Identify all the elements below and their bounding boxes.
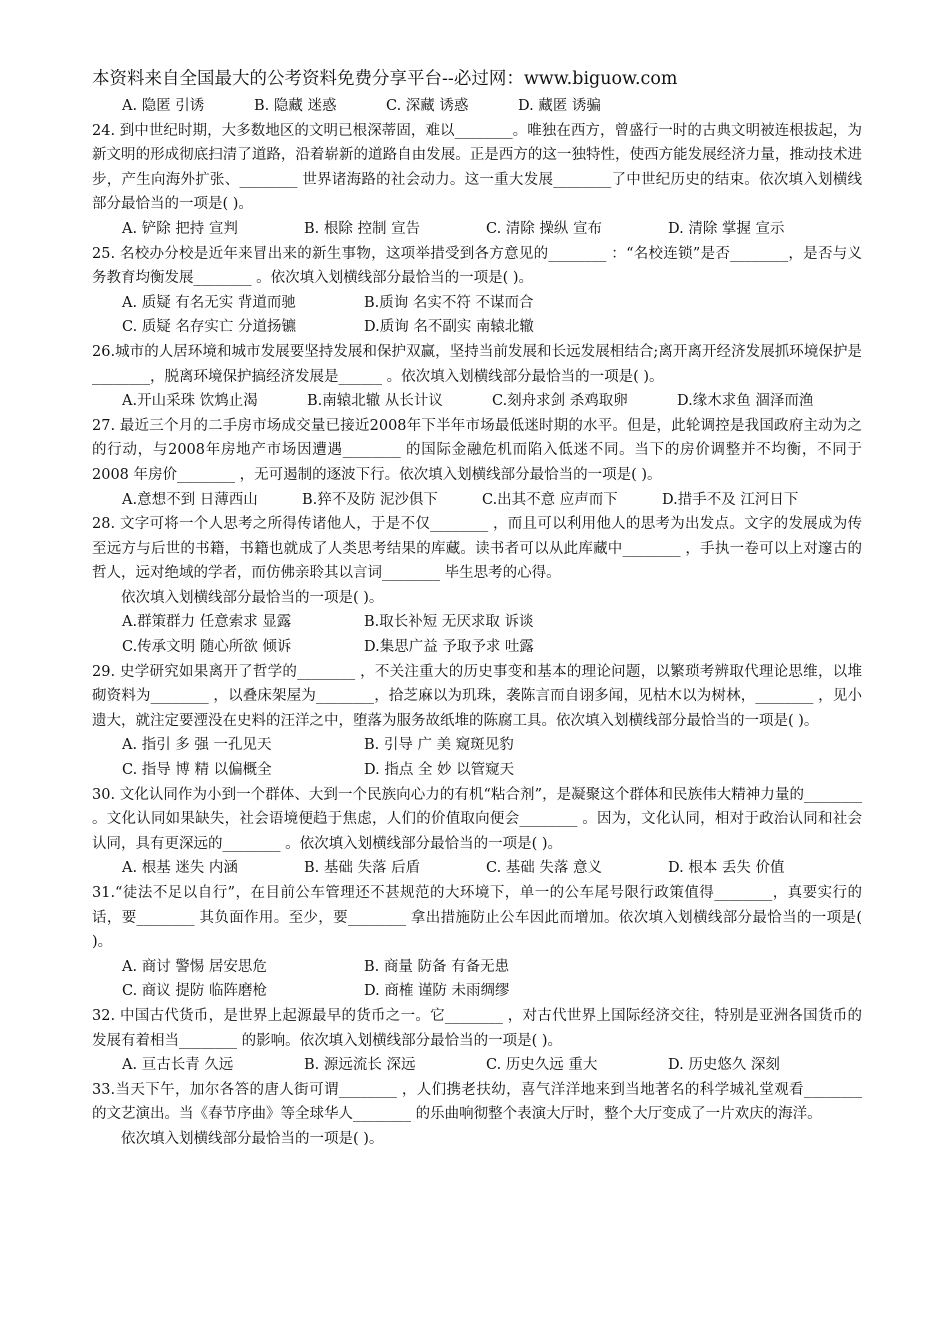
option-c: C.刻舟求剑 杀鸡取卵: [492, 393, 628, 410]
question-24: [92, 119, 862, 242]
question-stem: 26.城市的人居环境和城市发展要坚持发展和保护双赢，坚持当前发展和长远发展相结合;离开离开经济发展抓环境保护是________，脱离环境保护搞经济发展是______ 。依次填入划横线部分最恰当的一项是( )。: [92, 343, 862, 385]
option-d: D. 商榷 谨防 未雨绸缪: [364, 983, 510, 1000]
question-stem: 25. 名校办分校是近年来冒出来的新生事物，这项举措受到各方意见的________ ：“名校连锁”是否________，是否与义务教育均衡发展________ 。依次填入划横线部分最恰当的一项是( )。: [92, 245, 862, 287]
question-33: [92, 1078, 862, 1152]
option-b: B. 根除 控制 宣告: [304, 220, 421, 237]
option-b: B. 基础 失落 后盾: [304, 860, 421, 877]
option-d: D.缘木求鱼 涸泽而渔: [677, 393, 814, 410]
option-c: C.出其不意 应声而下: [482, 491, 618, 508]
option-row: [92, 217, 862, 242]
option-row: [92, 758, 862, 783]
question-23-options-block: [92, 94, 862, 119]
option-b: B. 源远流长 深远: [304, 1057, 416, 1074]
option-row: [92, 1053, 862, 1078]
option-row: [92, 610, 862, 635]
option-a: A. 亘古长青 久远: [122, 1057, 234, 1074]
option-a: A.群策群力 任意索求 显露: [122, 614, 292, 631]
option-row: [92, 315, 862, 340]
question-stem: 33.当天下午，加尔各答的唐人街可谓________ ，人们携老扶幼，喜气洋洋地来到当地著名的科学城礼堂观看________ 的文艺演出。当《春节序曲》等全球华人________ 的乐曲响彻整个表演大厅时，整个大厅变成了一片欢庆的海洋。: [92, 1081, 862, 1123]
question-prompt: 依次填入划横线部分最恰当的一项是( )。: [121, 1130, 384, 1147]
question-stem: 30. 文化认同作为小到一个群体、大到一个民族向心力的有机“粘合剂”，是凝聚这个群体和民族伟大精神力量的________ 。文化认同如果缺失，社会语境便趋于焦虑，人们的价值取向便会________ 。因为，文化认同，相对于政治认同和社会认同，具有更深远的________ 。依次填入划横线部分最恰当的一项是( )。: [92, 786, 862, 852]
option-c: C. 清除 操纵 宣布: [486, 220, 603, 237]
question-27: [92, 414, 862, 512]
option-row: [92, 856, 862, 881]
question-26: [92, 340, 862, 414]
option-d: D. 清除 掌握 宣示: [668, 220, 785, 237]
option-a: A. 指引 多 强 一孔见天: [122, 737, 272, 754]
question-stem: 32. 中国古代货币，是世界上起源最早的货币之一。它________ ，对古代世界上国际经济交往，特别是亚洲各国货币的发展有着相当________ 的影响。依次填入划横线部分最恰当的一项是( )。: [92, 1007, 862, 1049]
option-row: [92, 979, 862, 1004]
option-a: A. 商讨 警惕 居安思危: [122, 958, 267, 975]
option-d: D. 藏匿 诱骗: [518, 98, 601, 114]
option-a: A. 根基 迷失 内涵: [122, 860, 238, 877]
option-a: A. 质疑 有名无实 背道而驰: [122, 294, 296, 311]
option-row: [92, 389, 862, 414]
option-c: C.传承文明 随心所欲 倾诉: [122, 639, 292, 656]
option-c: C. 基础 失落 意义: [486, 860, 603, 877]
option-b: B.猝不及防 泥沙俱下: [302, 491, 438, 508]
option-b: B.质询 名实不符 不谋而合: [364, 294, 534, 311]
option-b: B. 隐藏 迷惑: [254, 98, 337, 114]
option-d: D.质询 名不副实 南辕北辙: [364, 319, 534, 336]
option-b: B.南辕北辙 从长计议: [307, 393, 443, 410]
question-stem: 31.“徒法不足以自行”，在目前公车管理还不甚规范的大环境下，单一的公车尾号限行政策值得________，真要实行的话，要________ 其负面作用。至少，要________ 拿出措施防止公车因此而增加。依次填入划横线部分最恰当的一项是( )。: [92, 885, 862, 951]
option-c: C. 历史久远 重大: [486, 1057, 598, 1074]
option-d: D. 根本 丢失 价值: [668, 860, 785, 877]
option-b: B. 商量 防备 有备无患: [364, 958, 510, 975]
option-d: D. 指点 全 妙 以管窥天: [364, 762, 515, 779]
question-31: [92, 881, 862, 1004]
question-stem: 27. 最近三个月的二手房市场成交量已接近2008年下半年市场最低迷时期的水平。但是，此轮调控是我国政府主动为之的行动，与2008年房地产市场因遭遇________ 的国际金融危机而陷入低迷不同。当下的房价调整并不均衡，不同于 2008 年房价________ ，无可遏制的逐波下行。依次填入划横线部分最恰当的一项是( )。: [92, 417, 862, 483]
option-a: A.意想不到 日薄西山: [122, 491, 258, 508]
source-banner: 本资料来自全国最大的公考资料免费分享平台--必过网：www.biguow.com: [92, 69, 678, 89]
option-c: C. 深藏 诱惑: [386, 98, 469, 114]
option-row: [92, 733, 862, 758]
question-30: [92, 783, 862, 881]
option-c: C. 指导 博 精 以偏概全: [122, 762, 272, 779]
option-d: D.措手不及 江河日下: [662, 491, 799, 508]
question-29: [92, 660, 862, 783]
question-stem: 28. 文字可将一个人思考之所得传诸他人，于是不仅________ ，而且可以利用他人的思考为出发点。文字的发展成为传至远方与后世的书籍，书籍也就成了人类思考结果的库藏。读书者可以从此库藏中________ ，手执一卷可以上对邃古的哲人，远对绝域的学者，而仿佛亲聆其以言词________ 毕生思考的心得。: [92, 516, 862, 582]
option-c: C. 质疑 名存实亡 分道扬镳: [122, 319, 297, 336]
question-prompt: 依次填入划横线部分最恰当的一项是( )。: [121, 589, 384, 606]
option-a: A. 隐匿 引诱: [122, 98, 205, 114]
option-c: C. 商议 提防 临阵磨枪: [122, 983, 268, 1000]
option-row: [92, 955, 862, 980]
question-25: [92, 242, 862, 340]
option-row: [92, 635, 862, 660]
option-b: B. 引导 广 美 窥斑见豹: [364, 737, 514, 754]
option-b: B.取长补短 无厌求取 诉谈: [364, 614, 534, 631]
option-d: D. 历史悠久 深刻: [668, 1057, 780, 1074]
option-d: D.集思广益 予取予求 吐露: [364, 639, 534, 656]
option-row: [92, 488, 862, 513]
question-28: [92, 512, 862, 660]
option-a: A. 铲除 把持 宣判: [122, 220, 238, 237]
question-list: [92, 94, 862, 1152]
option-row: [92, 94, 862, 119]
option-row: [92, 291, 862, 316]
question-32: [92, 1004, 862, 1078]
question-stem: 24. 到中世纪时期，大多数地区的文明已根深蒂固，难以________。唯独在西方，曾盛行一时的古典文明被连根拔起，为新文明的形成彻底扫清了道路，沿着崭新的道路自由发展。正是西方的这一独特性，使西方能发展经济力量，推动技术进步，产生向海外扩张、________ 世界诸海路的社会动力。这一重大发展________了中世纪历史的结束。依次填入划横线部分最恰当的一项是( )。: [92, 122, 862, 213]
option-a: A.开山采珠 饮鸩止渴: [122, 393, 258, 410]
question-stem: 29. 史学研究如果离开了哲学的________ ，不关注重大的历史事变和基本的理论问题，以繁琐考辨取代理论思维，以堆砌资料为________ ，以叠床架屋为________，拾芝麻以为玑珠，袭陈言而自诩多闻，见枯木以为树林，________ ，见小遗大，就注定要湮没在史料的汪洋之中，堕落为服务故纸堆的陈腐工具。依次填入划横线部分最恰当的一项是( )。: [92, 663, 862, 729]
